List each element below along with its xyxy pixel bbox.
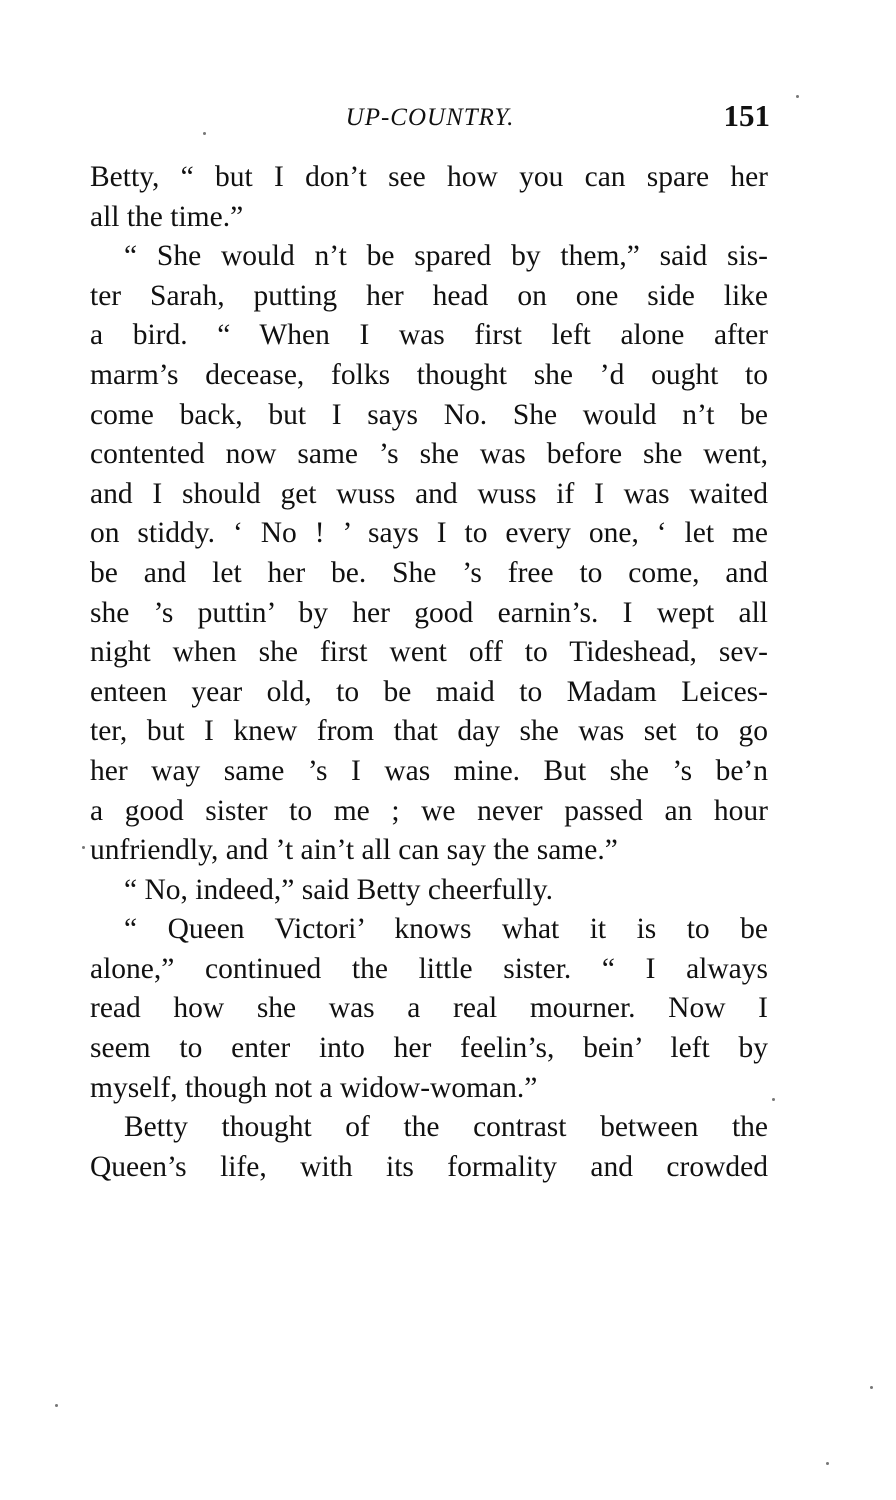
text-line: Betty, “ but I don’t see how you can spare her [90,161,768,193]
paper-speck [55,1404,58,1407]
text-line: myself, though not a widow-woman.” [90,1071,538,1104]
text-line: alone,” continued the little sister. “ I always [90,952,768,985]
page-number: 151 [723,98,770,133]
text-line: Queen’s life, with its formality and crowded [90,1150,768,1183]
text-line: ter Sarah, putting her head on one side like [90,279,768,312]
text-line: ter, but I knew from that day she was set to go [90,715,768,748]
text-line: contented now same ’s she was before she went, [90,438,768,471]
text-line: marm’s decease, folks thought she ’d ought to [90,358,768,391]
running-head [90,96,770,140]
text-line: all the time.” [90,200,244,233]
text-line: enteen year old, to be maid to Madam Leices- [90,675,768,708]
paper-speck [796,95,799,98]
text-line: read how she was a real mourner. Now I [90,992,768,1025]
body-text [90,158,768,1187]
text-line: seem to enter into her feelin’s, bein’ left by [90,1032,768,1065]
text-line: come back, but I says No. She would n’t be [90,398,768,431]
paper-speck [772,1098,775,1101]
paper-speck [203,132,206,135]
text-line: be and let her be. She ’s free to come, and [90,556,768,589]
text-line: a good sister to me ; we never passed an hour [90,794,768,827]
text-line: night when she first went off to Tideshead, sev- [90,636,768,669]
running-title: UP-COUNTRY. [345,104,515,131]
text-line: and I should get wuss and wuss if I was waited [90,477,768,510]
paper-speck [870,1386,873,1389]
text-line: “ She would n’t be spared by them,” said sis- [124,240,768,273]
text-line: Betty thought of the contrast between the [124,1111,768,1144]
text-line: “ Queen Victori’ knows what it is to be [124,913,768,946]
text-line: she ’s puttin’ by her good earnin’s. I wept all [90,596,768,629]
text-line: on stiddy. ‘ No ! ’ says I to every one, ‘ let me [90,517,768,550]
paper-speck [826,1462,829,1465]
text-line: unfriendly, and ’t ain’t all can say the same.” [90,834,618,867]
text-line: her way same ’s I was mine. But she ’s be’n [90,754,768,787]
paper-speck [82,846,85,849]
text-line: a bird. “ When I was first left alone after [90,319,768,352]
text-line: “ No, indeed,” said Betty cheerfully. [124,873,553,906]
